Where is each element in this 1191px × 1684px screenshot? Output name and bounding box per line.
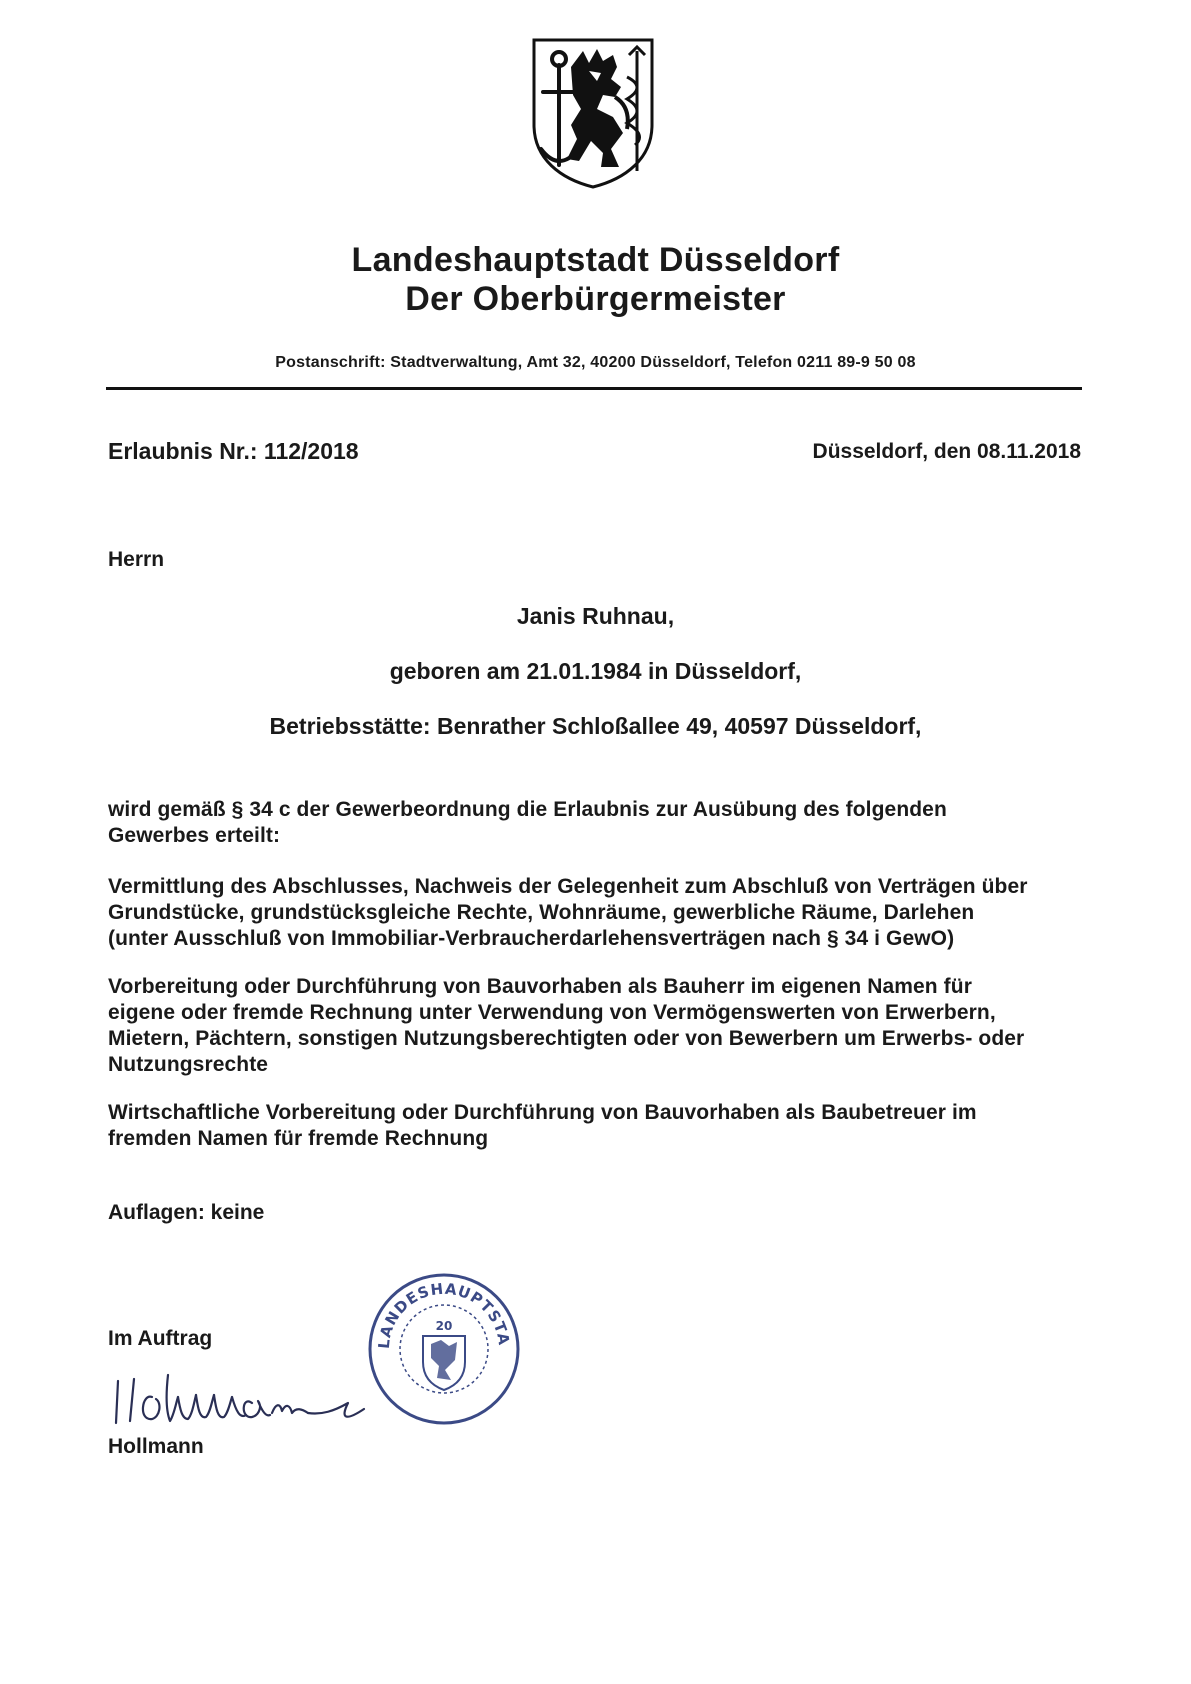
office-title: Der Oberbürgermeister (405, 280, 786, 318)
text-line: Nutzungsrechte (108, 1053, 269, 1076)
business-premises: Betriebsstätte: Benrather Schloßallee 49, 40597 Düsseldorf, (269, 713, 922, 739)
activity-2-paragraph (108, 974, 1093, 1078)
header-divider (106, 387, 1082, 390)
text-line: Wirtschaftliche Vorbereitung oder Durchführung von Bauvorhaben als Baubetreuer im (108, 1101, 977, 1124)
text-line: Vermittlung des Abschlusses, Nachweis der Gelegenheit zum Abschluß von Verträgen über (108, 875, 1028, 898)
intro-paragraph (108, 797, 1093, 849)
text-line: wird gemäß § 34 c der Gewerbeordnung die Erlaubnis zur Ausübung des folgenden (108, 798, 947, 821)
place-date: Düsseldorf, den 08.11.2018 (812, 440, 1081, 463)
svg-text:LANDESHAUPTSTADT DÜSSELDORF: LANDESHAUPTSTA (374, 1279, 514, 1350)
recipient-name: Janis Ruhnau, (516, 603, 675, 629)
activity-3-paragraph (108, 1100, 1093, 1152)
postal-address-line: Postanschrift: Stadtverwaltung, Amt 32, 40200 Düsseldorf, Telefon 0211 89-9 50 08 (275, 354, 916, 371)
text-line: (unter Ausschluß von Immobiliar-Verbraucherdarlehensverträgen nach § 34 i GewO) (108, 927, 955, 950)
text-line: Mietern, Pächtern, sonstigen Nutzungsberechtigten oder von Bewerbern um Erwerbs- oder (108, 1027, 1025, 1050)
text-line: Gewerbes erteilt: (108, 824, 281, 847)
official-stamp (365, 1270, 523, 1428)
conditions: Auflagen: keine (108, 1201, 265, 1224)
permit-number: Erlaubnis Nr.: 112/2018 (108, 438, 359, 464)
on-behalf-label: Im Auftrag (108, 1327, 213, 1350)
text-line: eigene oder fremde Rechnung unter Verwendung von Vermögenswerten von Erwerbern, (108, 1001, 996, 1024)
city-title: Landeshauptstadt Düsseldorf (351, 241, 840, 279)
birth-info: geboren am 21.01.1984 in Düsseldorf, (389, 658, 802, 684)
signatory-name: Hollmann (108, 1435, 204, 1458)
text-line: Grundstücke, grundstücksgleiche Rechte, Wohnräume, gewerbliche Räume, Darlehen (108, 901, 975, 924)
text-line: Vorbereitung oder Durchführung von Bauvorhaben als Bauherr im eigenen Namen für (108, 975, 972, 998)
stamp-number: 20 (435, 1319, 453, 1333)
salutation: Herrn (108, 548, 165, 571)
activity-1-paragraph (108, 874, 1093, 952)
coat-of-arms-icon (531, 37, 655, 189)
text-line: fremden Namen für fremde Rechnung (108, 1127, 489, 1150)
handwritten-signature (112, 1363, 372, 1433)
